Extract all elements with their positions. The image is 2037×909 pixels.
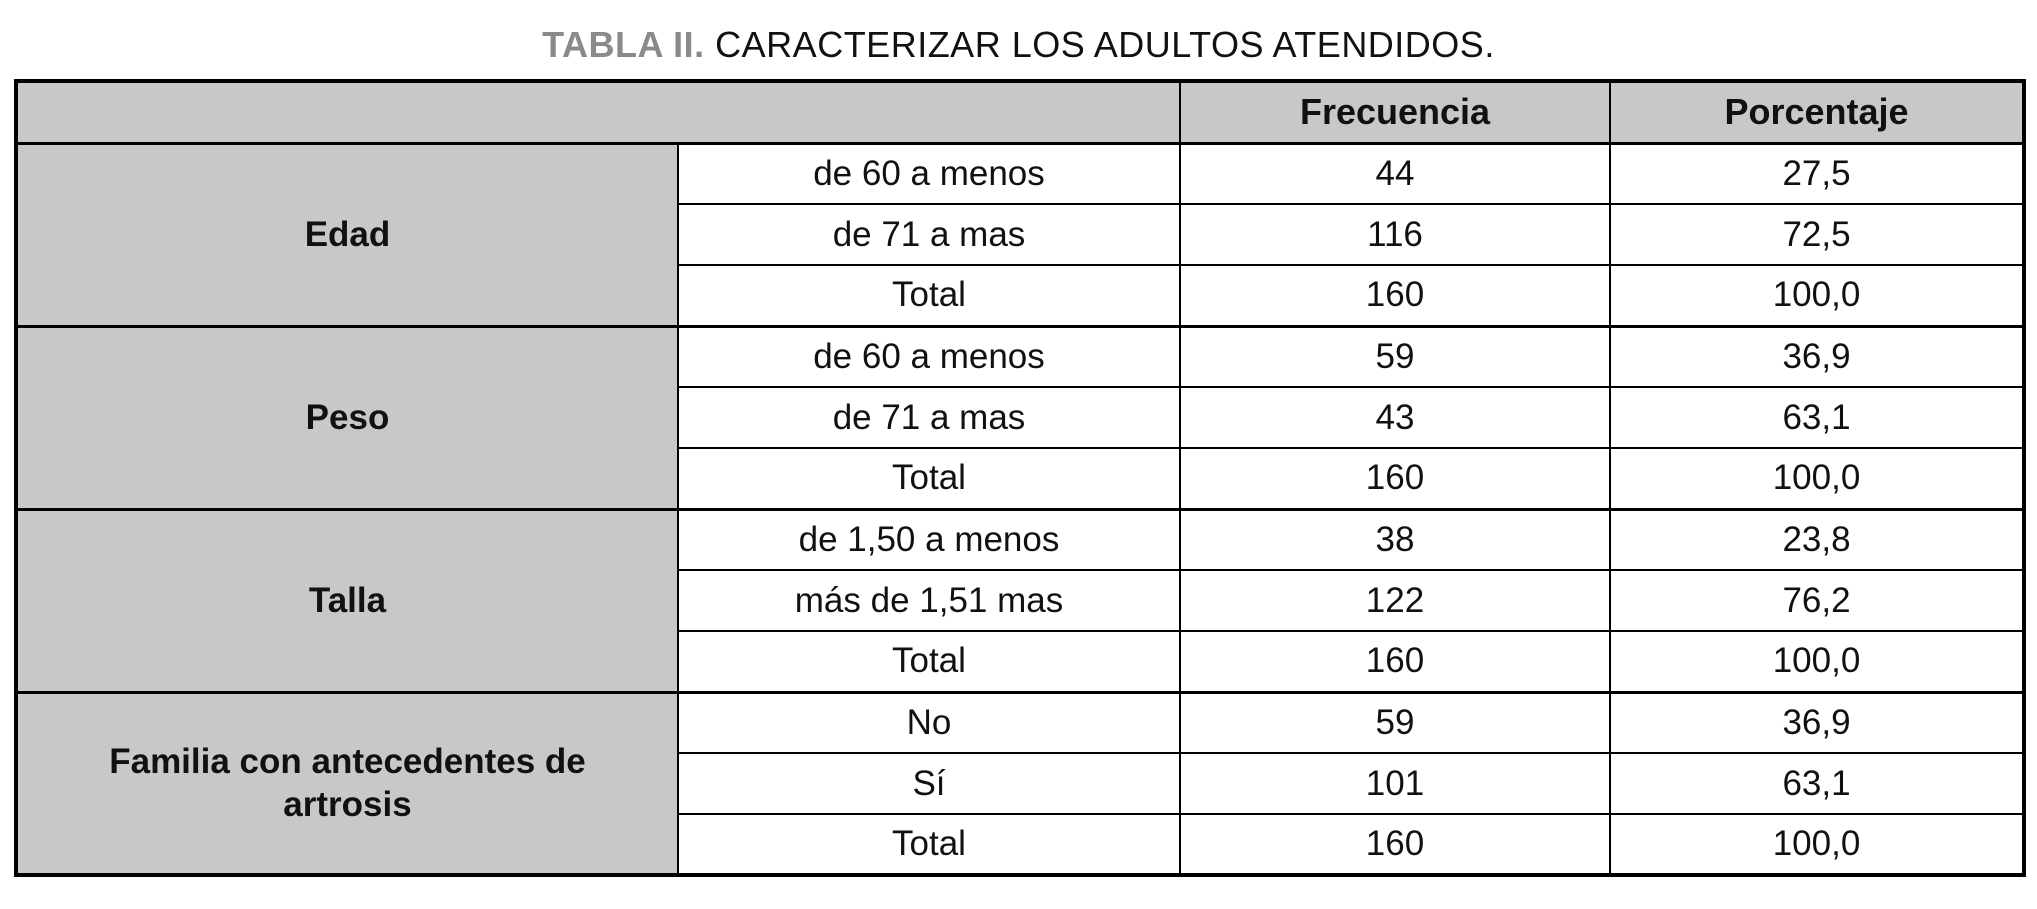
table-row (16, 326, 2024, 387)
table-row (16, 692, 2024, 753)
category-cell: Sí (678, 753, 1180, 814)
group-label-cell (16, 509, 678, 692)
frequency-cell: 160 (1180, 814, 1610, 875)
group-label: Talla (308, 580, 387, 620)
percentage-cell: 63,1 (1610, 387, 2024, 448)
table-row (16, 509, 2024, 570)
percentage-cell: 76,2 (1610, 570, 2024, 631)
percentage-cell: 100,0 (1610, 448, 2024, 509)
percentage-cell: 72,5 (1610, 204, 2024, 265)
percentage-cell: 36,9 (1610, 326, 2024, 387)
group-label-cell (16, 326, 678, 509)
table-row (16, 143, 2024, 204)
header-spacer-cell (16, 81, 1180, 143)
percentage-cell: 27,5 (1610, 143, 2024, 204)
group-label: Edad (304, 214, 391, 254)
category-cell: Total (678, 814, 1180, 875)
percentage-cell: 63,1 (1610, 753, 2024, 814)
frequency-cell: 44 (1180, 143, 1610, 204)
percentage-cell: 23,8 (1610, 509, 2024, 570)
frequency-cell: 116 (1180, 204, 1610, 265)
frequency-cell: 38 (1180, 509, 1610, 570)
category-cell: de 60 a menos (678, 143, 1180, 204)
category-cell: más de 1,51 mas (678, 570, 1180, 631)
caption-text: CARACTERIZAR LOS ADULTOS ATENDIDOS. (715, 24, 1495, 65)
frequency-cell: 160 (1180, 631, 1610, 692)
group-label-cell (16, 143, 678, 326)
percentage-cell: 100,0 (1610, 814, 2024, 875)
frequency-cell: 59 (1180, 692, 1610, 753)
table-header (16, 81, 2024, 143)
frequency-cell: 59 (1180, 326, 1610, 387)
category-cell: No (678, 692, 1180, 753)
data-table (14, 79, 2026, 877)
table-caption (0, 0, 2037, 66)
header-row (16, 81, 2024, 143)
frequency-cell: 43 (1180, 387, 1610, 448)
category-cell: Total (678, 631, 1180, 692)
group-label: Peso (305, 397, 390, 437)
table-body (16, 143, 2024, 875)
category-cell: de 1,50 a menos (678, 509, 1180, 570)
caption-label: TABLA II. (542, 24, 705, 65)
frequency-cell: 160 (1180, 448, 1610, 509)
group-label-cell (16, 692, 678, 875)
header-percentage-cell: Porcentaje (1610, 81, 2024, 143)
percentage-cell: 36,9 (1610, 692, 2024, 753)
category-cell: Total (678, 448, 1180, 509)
frequency-cell: 101 (1180, 753, 1610, 814)
frequency-cell: 160 (1180, 265, 1610, 326)
frequency-cell: 122 (1180, 570, 1610, 631)
percentage-cell: 100,0 (1610, 631, 2024, 692)
percentage-cell: 100,0 (1610, 265, 2024, 326)
category-cell: de 60 a menos (678, 326, 1180, 387)
category-cell: de 71 a mas (678, 204, 1180, 265)
group-label: Familia con antecedentes de artrosis (109, 741, 586, 825)
header-frequency-cell: Frecuencia (1180, 81, 1610, 143)
category-cell: Total (678, 265, 1180, 326)
category-cell: de 71 a mas (678, 387, 1180, 448)
